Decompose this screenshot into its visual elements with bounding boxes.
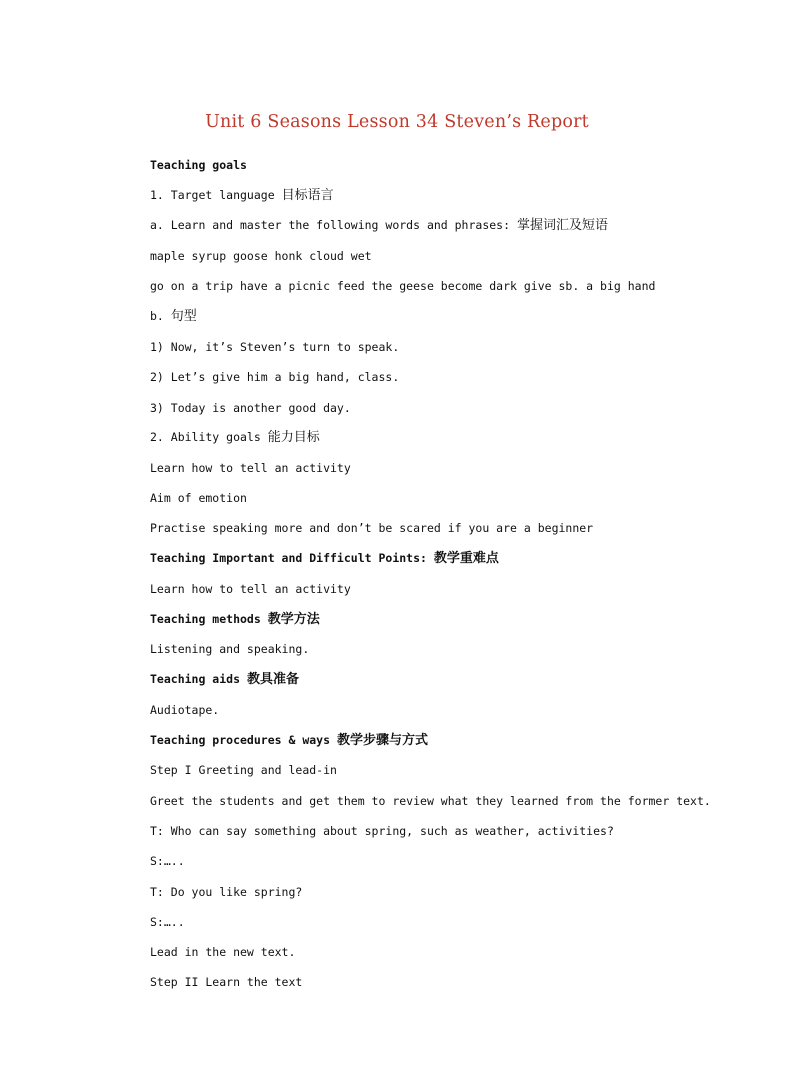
line-zh: 教学方法 xyxy=(267,612,320,627)
section-heading-teaching-goals xyxy=(150,157,247,173)
line-zh: 教具准备 xyxy=(246,672,299,687)
section-heading-methods xyxy=(150,611,320,628)
line-text: go on a trip have a picnic feed the geese become dark give sb. a big hand xyxy=(150,279,656,293)
dialogue-line xyxy=(150,823,614,839)
line-text: T: Who can say something about spring, such as weather, activities? xyxy=(150,824,614,838)
dialogue-line xyxy=(150,914,185,930)
line-text: Step I Greeting and lead-in xyxy=(150,763,337,777)
dialogue-line xyxy=(150,853,185,869)
line-zh: 句型 xyxy=(170,309,197,324)
line-text: Audiotape. xyxy=(150,703,220,717)
methods-item xyxy=(150,641,309,657)
line-text: 1) Now, it’s Steven’s turn to speak. xyxy=(150,340,400,354)
dialogue-line xyxy=(150,884,302,900)
line-text: Teaching aids xyxy=(150,672,247,686)
line-text: S:….. xyxy=(150,915,185,929)
ability-item-3 xyxy=(150,520,593,536)
sentence-3 xyxy=(150,400,351,416)
line-text: Lead in the new text. xyxy=(150,945,296,959)
line-text: Listening and speaking. xyxy=(150,642,310,656)
line-text: Learn how to tell an activity xyxy=(150,461,351,475)
sentence-patterns-line xyxy=(150,308,197,325)
line-text: 2) Let’s give him a big hand, class. xyxy=(150,370,400,384)
line-text: Teaching procedures & ways xyxy=(150,733,337,747)
line-zh: 掌握词汇及短语 xyxy=(516,218,608,233)
section-heading-important-points xyxy=(150,550,499,567)
line-text: 2. Ability goals xyxy=(150,430,268,444)
aids-item xyxy=(150,702,219,718)
section-heading-procedures xyxy=(150,732,428,749)
target-language-line xyxy=(150,187,334,204)
line-zh: 能力目标 xyxy=(267,430,320,445)
line-zh: 教学重难点 xyxy=(433,551,499,566)
line-text: Step II Learn the text xyxy=(150,975,303,989)
procedure-line xyxy=(150,944,295,960)
line-text: Teaching Important and Difficult Points: xyxy=(150,551,434,565)
ability-item-1 xyxy=(150,460,351,476)
step-1-heading xyxy=(150,762,337,778)
line-text: Teaching methods xyxy=(150,612,268,626)
important-point-item xyxy=(150,581,351,597)
sentence-2 xyxy=(150,369,399,385)
procedure-line xyxy=(150,793,711,809)
line-text: b. xyxy=(150,309,171,323)
line-text: Aim of emotion xyxy=(150,491,247,505)
line-text: Teaching goals xyxy=(150,158,247,172)
line-zh: 教学步骤与方式 xyxy=(336,733,428,748)
vocabulary-line xyxy=(150,248,372,264)
ability-item-2 xyxy=(150,490,247,506)
line-zh: 目标语言 xyxy=(281,188,334,203)
line-text: 3) Today is another good day. xyxy=(150,401,351,415)
line-text: Learn how to tell an activity xyxy=(150,582,351,596)
line-text: Practise speaking more and don’t be scared if you are a beginner xyxy=(150,521,594,535)
phrases-line xyxy=(150,278,655,294)
section-heading-aids xyxy=(150,671,299,688)
words-phrases-line xyxy=(150,217,608,234)
line-text: T: Do you like spring? xyxy=(150,885,303,899)
sentence-1 xyxy=(150,339,399,355)
line-text: S:….. xyxy=(150,854,185,868)
ability-goals-line xyxy=(150,429,320,446)
line-text: Greet the students and get them to review what they learned from the former text. xyxy=(150,794,711,808)
line-text: a. Learn and master the following words and phrases: xyxy=(150,218,517,232)
line-text: maple syrup goose honk cloud wet xyxy=(150,249,372,263)
line-text: 1. Target language xyxy=(150,188,282,202)
step-2-heading xyxy=(150,974,302,990)
document-title: Unit 6 Seasons Lesson 34 Steven’s Report xyxy=(205,112,589,132)
